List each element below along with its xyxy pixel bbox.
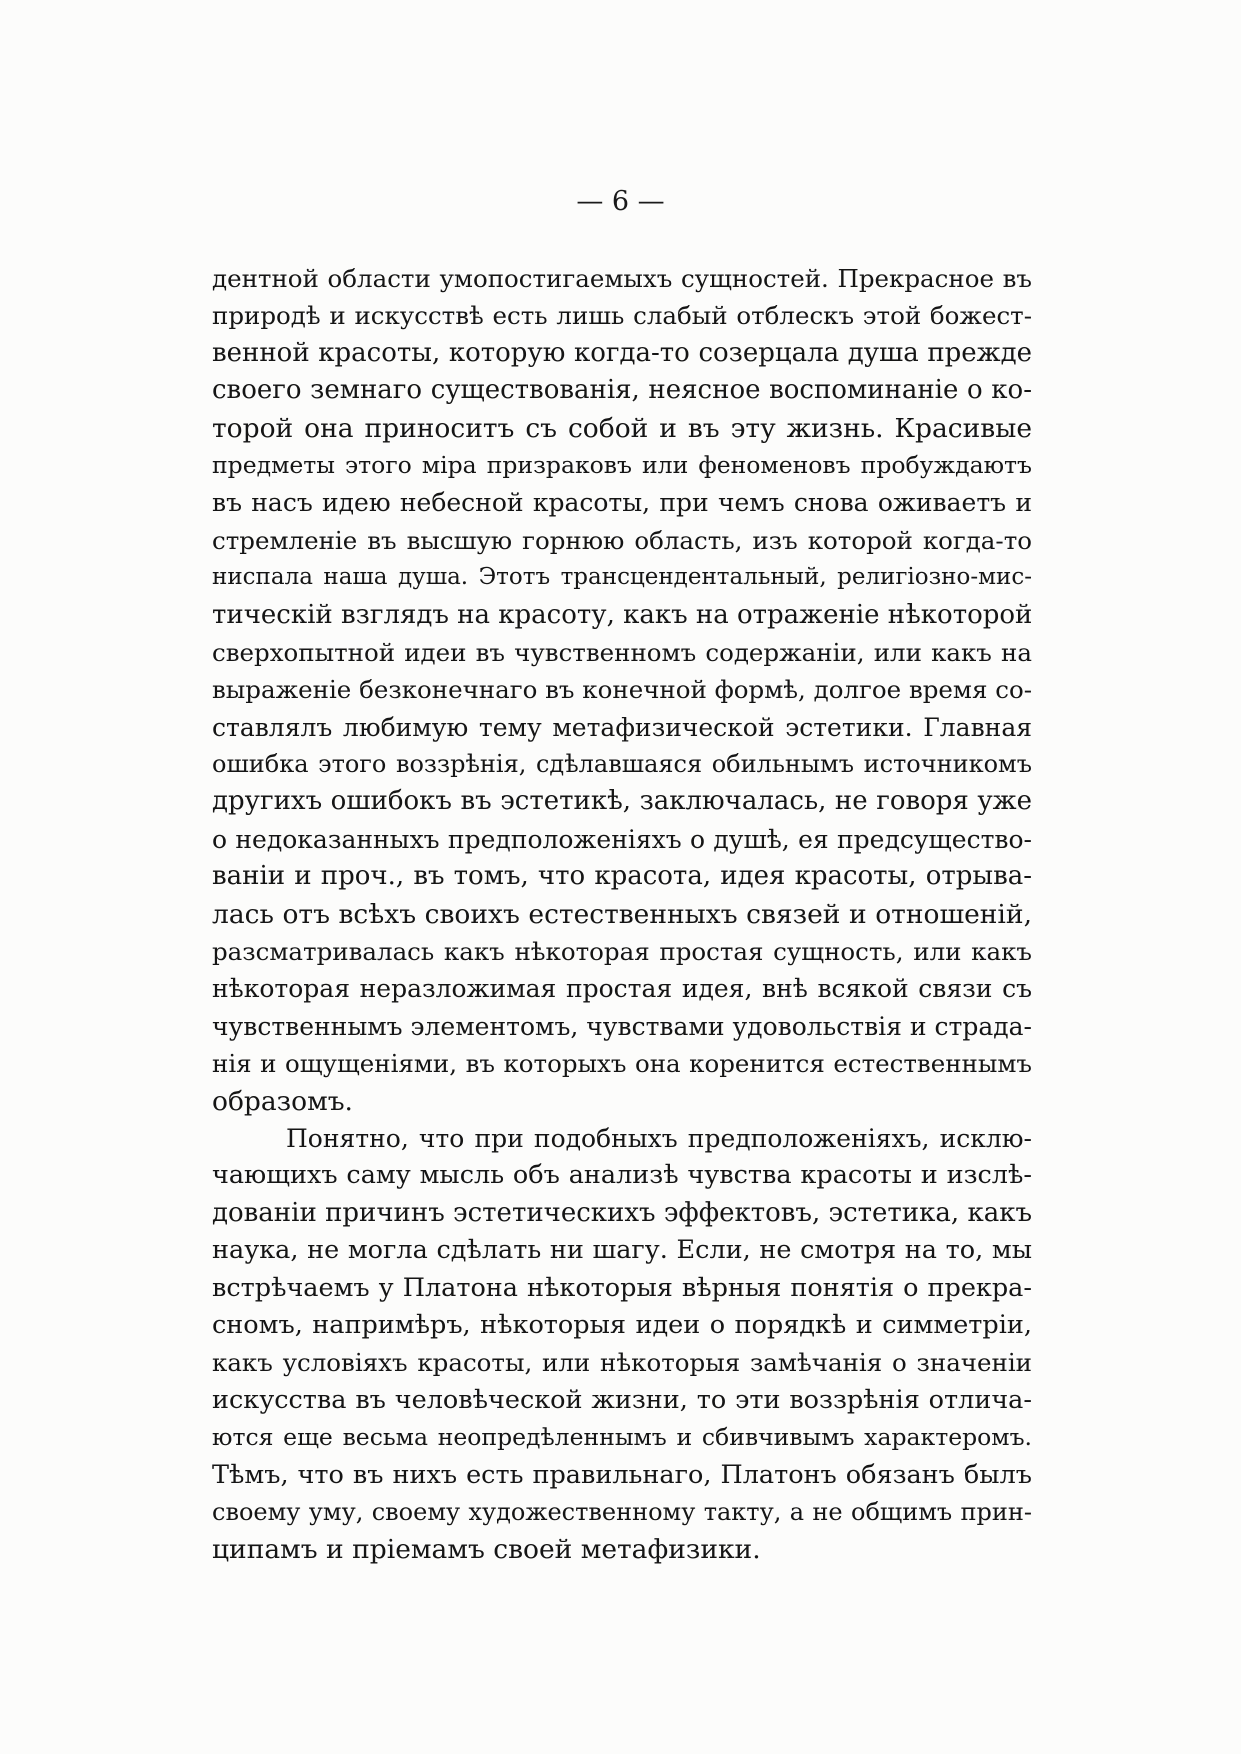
text-line: наука, не могла сдѣлать ни шагу. Если, не смотря на то, мы (212, 1235, 1032, 1266)
text-line: встрѣчаемъ у Платона нѣкоторыя вѣрныя понятія о прекра- (212, 1272, 1032, 1303)
text-line: предметы этого міра призраковъ или феноменовъ пробуждаютъ (212, 450, 1032, 479)
text-line: ются еще весьма неопредѣленнымъ и сбивчивымъ характеромъ. (212, 1423, 1032, 1452)
text-line: Понятно, что при подобныхъ предположеніяхъ, исклю- (286, 1123, 1032, 1153)
text-line: своего земнаго существованія, неясное воспоминаніе о ко- (212, 375, 1032, 406)
text-line: другихъ ошибокъ въ эстетикѣ, заключалась, не говоря уже (212, 786, 1032, 817)
text-line: о недоказанныхъ предположеніяхъ о душѣ, ея предсущество- (212, 824, 1032, 854)
text-line: лась отъ всѣхъ своихъ естественныхъ связей и отношеній, (212, 898, 1032, 930)
text-line: стремленіе въ высшую горнюю область, изъ которой когда-то (212, 525, 1032, 555)
text-line: выраженіе безконечнаго въ конечной формѣ, долгое время со- (212, 675, 1032, 705)
text-line: природѣ и искусствѣ есть лишь слабый отблескъ этой божест- (212, 301, 1032, 331)
text-line: разсматривалась какъ нѣкоторая простая сущность, или какъ (212, 937, 1032, 967)
paragraph-2 (212, 1120, 1032, 1569)
text-line: образомъ. (212, 1085, 353, 1117)
body-text (212, 260, 1032, 1569)
text-line: искусства въ человѣческой жизни, то эти воззрѣнія отлича- (212, 1384, 1032, 1415)
text-line: ниспала наша душа. Этотъ трансцендентальный, религіозно-мис- (212, 564, 1032, 591)
text-line: сверхопытной идеи въ чувственномъ содержаніи, или какъ на (212, 637, 1032, 667)
text-line: торой она приноситъ съ собой и въ эту жизнь. Красивые (212, 412, 1032, 444)
text-line: своему уму, своему художественному такту, а не общимъ прин- (212, 1497, 1032, 1526)
text-line: ваніи и проч., въ томъ, что красота, идея красоты, отрыва- (212, 861, 1032, 892)
page-number: — 6 — (576, 186, 665, 217)
text-line: чувственнымъ элементомъ, чувствами удовольствія и страда- (212, 1011, 1032, 1041)
text-line: нѣкоторая неразложимая простая идея, внѣ всякой связи съ (212, 974, 1032, 1004)
text-line: ошибка этого воззрѣнія, сдѣлавшаяся обильнымъ источникомъ (212, 750, 1032, 779)
text-line: Тѣмъ, что въ нихъ есть правильнаго, Платонъ обязанъ былъ (212, 1459, 1032, 1490)
text-line: сномъ, напримѣръ, нѣкоторыя идеи о порядкѣ и симметріи, (212, 1309, 1032, 1340)
paragraph-1 (212, 260, 1032, 1120)
text-line: тическій взглядъ на красоту, какъ на отраженіе нѣкоторой (212, 599, 1033, 630)
text-line: венной красоты, которую когда-то созерцала душа прежде (212, 337, 1032, 368)
text-line: дентной области умопостигаемыхъ сущностей. Прекрасное въ (212, 264, 1032, 293)
text-line: чающихъ саму мысль объ анализѣ чувства красоты и изслѣ- (212, 1160, 1032, 1191)
text-line: ципамъ и пріемамъ своей метафизики. (212, 1534, 761, 1566)
text-line: нія и ощущеніями, въ которыхъ она коренится естественнымъ (212, 1049, 1032, 1079)
text-line: дованіи причинъ эстетическихъ эффектовъ, эстетика, какъ (212, 1197, 1032, 1228)
text-line: ставлялъ любимую тему метафизической эстетики. Главная (212, 712, 1032, 742)
text-line: въ насъ идею небесной красоты, при чемъ снова оживаетъ и (212, 488, 1032, 518)
text-line: какъ условіяхъ красоты, или нѣкоторыя замѣчанія о значеніи (212, 1348, 1032, 1378)
